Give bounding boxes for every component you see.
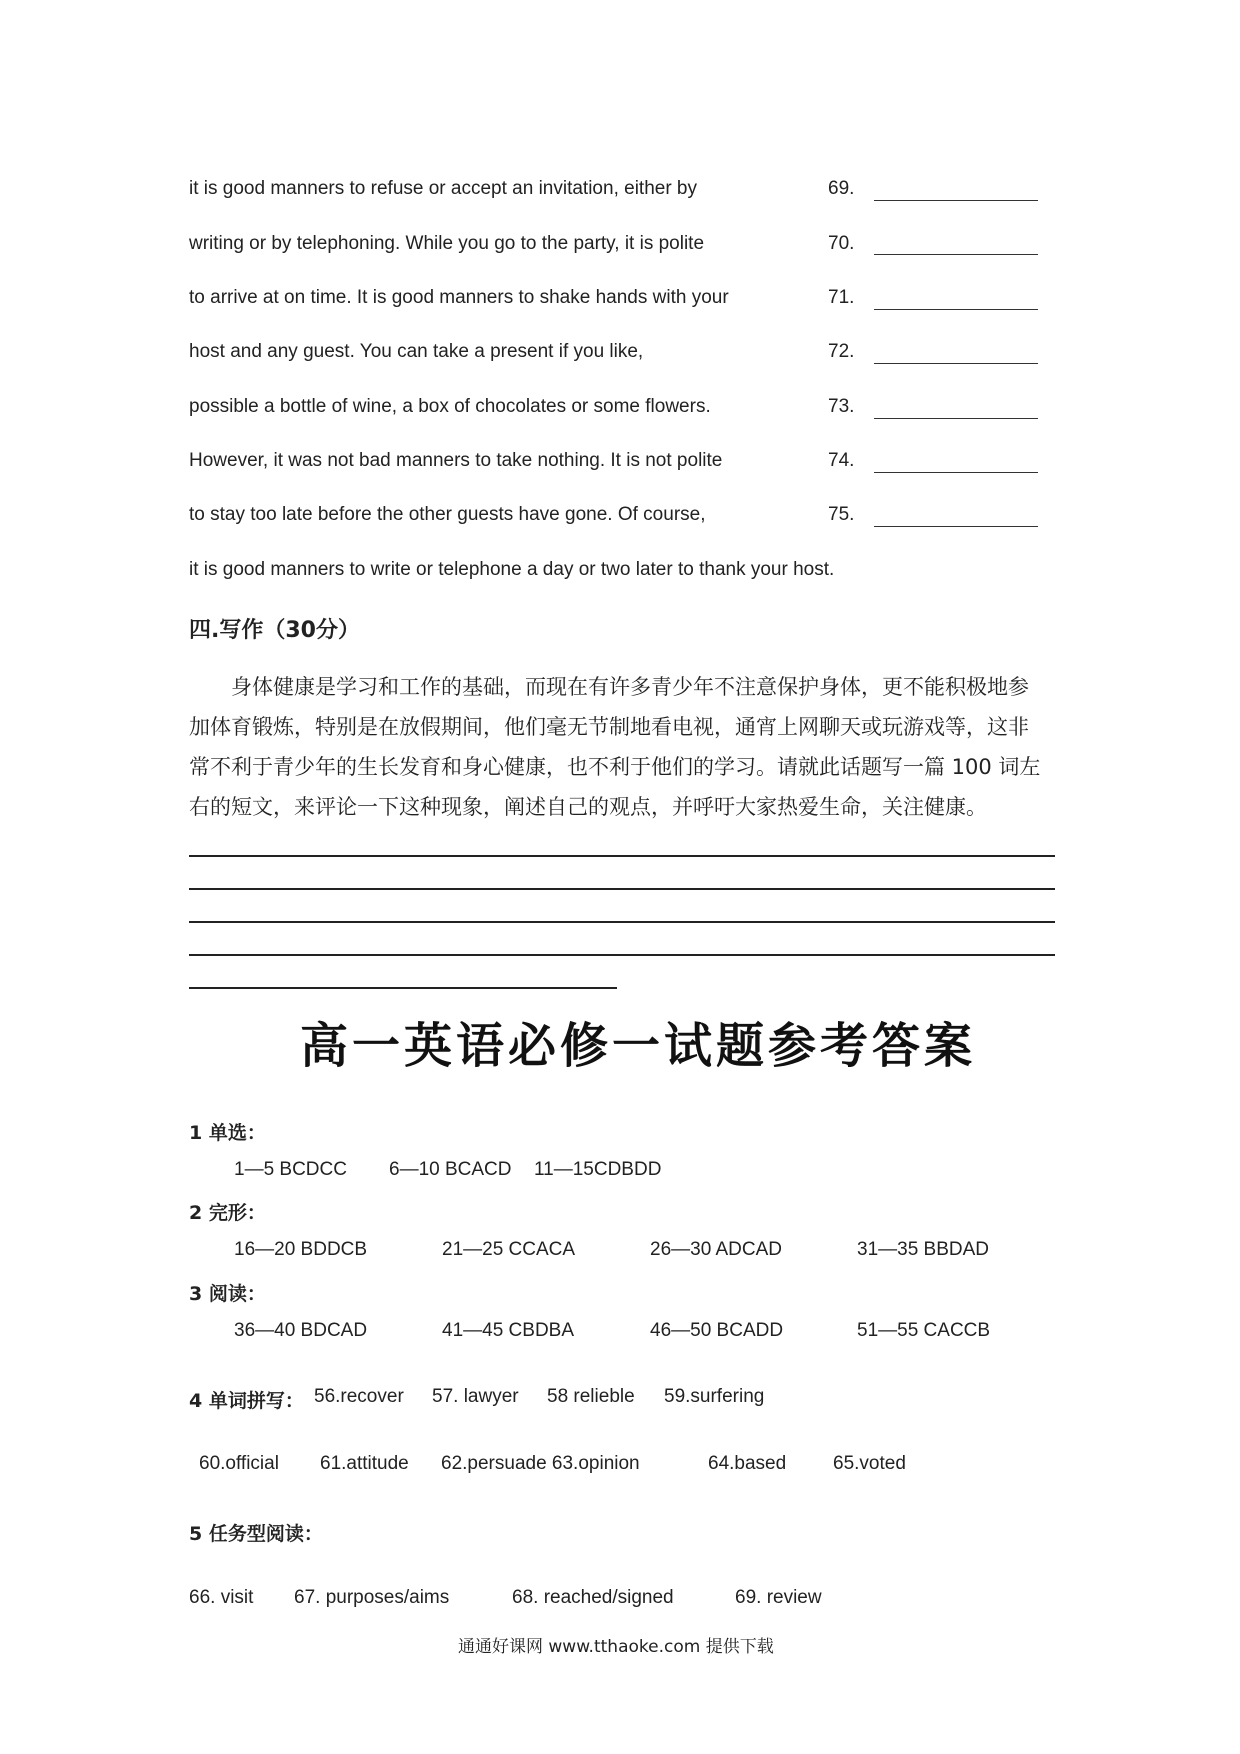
passage-line: writing or by telephoning. While you go to the party, it is polite: [189, 233, 705, 254]
passage-line: it is good manners to refuse or accept an invitation, either by: [189, 178, 697, 199]
answer-blank-line[interactable]: [874, 363, 1038, 364]
passage-line: possible a bottle of wine, a box of chocolates or some flowers.: [189, 396, 711, 417]
answer-item: 57. lawyer: [432, 1386, 519, 1407]
answer-item: 26—30 ADCAD: [650, 1239, 783, 1260]
answer-blank-line[interactable]: [874, 472, 1038, 473]
single-choice-heading: 1 单选：: [189, 1122, 266, 1144]
writing-prompt: [189, 667, 1069, 827]
answer-item: 69. review: [735, 1587, 822, 1608]
cloze-heading: 2 完形：: [189, 1202, 266, 1224]
question-number: 70.: [828, 233, 855, 254]
task-reading-heading: 5 任务型阅读：: [189, 1523, 323, 1545]
question-number: 72.: [828, 341, 855, 362]
answer-item: 16—20 BDDCB: [234, 1239, 368, 1260]
question-number: 75.: [828, 504, 855, 525]
passage-line: it is good manners to write or telephone a day or two later to thank your host.: [189, 559, 835, 580]
answer-blank-line[interactable]: [874, 526, 1038, 527]
page-footer: 通通好课网 www.tthaoke.com 提供下载: [458, 1637, 774, 1657]
answer-item: 62.persuade 63.opinion: [441, 1453, 640, 1474]
writing-line[interactable]: [189, 921, 1055, 923]
answer-blank-line[interactable]: [874, 254, 1038, 255]
answer-item: 65.voted: [833, 1453, 906, 1474]
answer-item: 60.official: [199, 1453, 279, 1474]
answer-item: 61.attitude: [320, 1453, 409, 1474]
passage-line: However, it was not bad manners to take nothing. It is not polite: [189, 450, 723, 471]
answer-item: 66. visit: [189, 1587, 254, 1608]
prompt-line: 常不利于青少年的生长发育和身心健康，也不利于他们的学习。请就此话题写一篇 100 词左: [189, 755, 1041, 779]
question-number: 74.: [828, 450, 855, 471]
answer-item: 36—40 BDCAD: [234, 1320, 368, 1341]
question-number: 69.: [828, 178, 855, 199]
answer-item: 11—15CDBDD: [534, 1159, 662, 1180]
spelling-heading: 4 单词拼写：: [189, 1390, 304, 1412]
answer-item: 68. reached/signed: [512, 1587, 674, 1608]
prompt-line: 加体育锻炼，特别是在放假期间，他们毫无节制地看电视，通宵上网聊天或玩游戏等，这非: [189, 715, 1029, 739]
writing-line[interactable]: [189, 987, 617, 989]
writing-line[interactable]: [189, 855, 1055, 857]
answer-item: 21—25 CCACA: [442, 1239, 576, 1260]
answer-item: 41—45 CBDBA: [442, 1320, 575, 1341]
answer-item: 59.surfering: [664, 1386, 765, 1407]
answer-blank-line[interactable]: [874, 309, 1038, 310]
answer-item: 64.based: [708, 1453, 787, 1474]
question-number: 71.: [828, 287, 855, 308]
answer-item: 51—55 CACCB: [857, 1320, 991, 1341]
writing-line[interactable]: [189, 888, 1055, 890]
answer-item: 1—5 BCDCC: [234, 1159, 347, 1180]
passage-line: to stay too late before the other guests have gone. Of course,: [189, 504, 706, 525]
prompt-line: 右的短文，来评论一下这种现象，阐述自己的观点，并呼吁大家热爱生命，关注健康。: [189, 795, 987, 819]
reading-heading: 3 阅读：: [189, 1283, 266, 1305]
passage-line: host and any guest. You can take a present if you like,: [189, 341, 644, 362]
question-number: 73.: [828, 396, 855, 417]
prompt-line: 身体健康是学习和工作的基础，而现在有许多青少年不注意保护身体，更不能积极地参: [231, 675, 1029, 699]
answer-blank-line[interactable]: [874, 418, 1038, 419]
answer-item: 67. purposes/aims: [294, 1587, 450, 1608]
answer-item: 56.recover: [314, 1386, 404, 1407]
answer-blank-line[interactable]: [874, 200, 1038, 201]
answer-item: 31—35 BBDAD: [857, 1239, 990, 1260]
writing-section-title: 四.写作（30分）: [189, 618, 360, 643]
answer-item: 46—50 BCADD: [650, 1320, 784, 1341]
answer-key-title: 高一英语必修一试题参考答案: [300, 1018, 977, 1074]
passage-line: to arrive at on time. It is good manners to shake hands with your: [189, 287, 729, 308]
answer-item: 6—10 BCACD: [389, 1159, 512, 1180]
writing-line[interactable]: [189, 954, 1055, 956]
answer-item: 58 relieble: [547, 1386, 635, 1407]
